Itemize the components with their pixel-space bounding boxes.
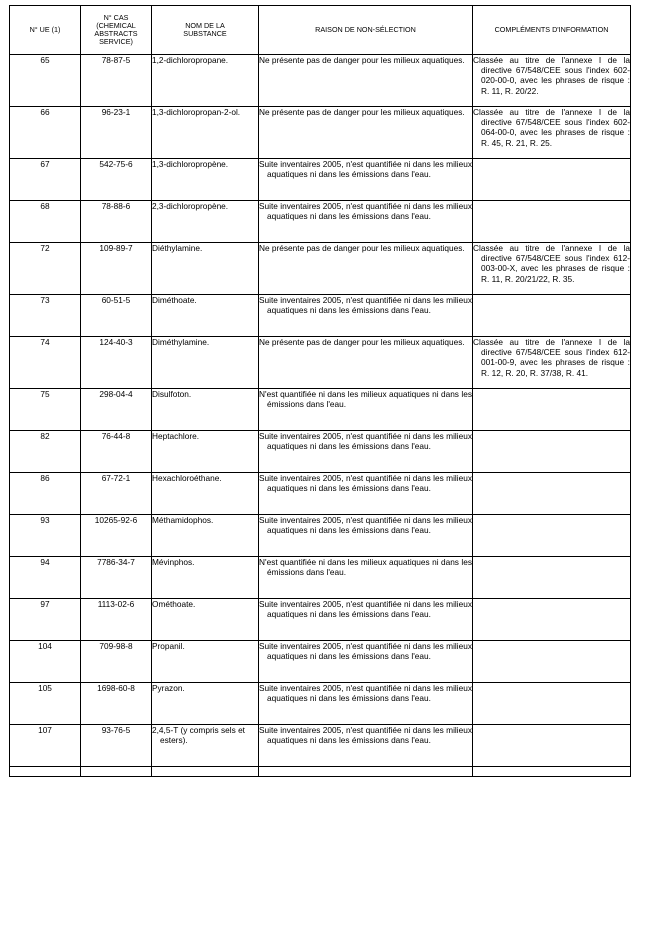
additional-info: [473, 295, 631, 337]
substance-name: [152, 641, 259, 683]
substance-name: [152, 295, 259, 337]
reason-text: Suite inventaires 2005, n'est quantifiée ni dans les milieux aquatiques ni dans les émissions dans l'eau.: [259, 725, 472, 746]
substance-name-text: 1,3-dichloropropan-2-ol.: [152, 107, 241, 117]
substance-name: [152, 515, 259, 557]
non-selection-reason: [259, 725, 473, 767]
cas-number: 7786-34-7: [81, 557, 152, 599]
table-row: [10, 159, 631, 201]
substance-name-text: Méthamidophos.: [152, 515, 214, 525]
empty-cell: [152, 767, 259, 777]
reason-text: Suite inventaires 2005, n'est quantifiée ni dans les milieux aquatiques ni dans les émissions dans l'eau.: [259, 201, 472, 222]
substance-name: [152, 107, 259, 159]
table-row: [10, 389, 631, 431]
ue-number: 74: [10, 337, 81, 389]
additional-info: [473, 107, 631, 159]
header-ue: N° UE (1): [10, 6, 81, 55]
substance-name: [152, 473, 259, 515]
table-row: [10, 201, 631, 243]
non-selection-reason: [259, 389, 473, 431]
empty-cell: [81, 767, 152, 777]
ue-number: 66: [10, 107, 81, 159]
substance-name: [152, 557, 259, 599]
substance-name: [152, 599, 259, 641]
non-selection-reason: [259, 159, 473, 201]
cas-number: 709-98-8: [81, 641, 152, 683]
non-selection-reason: [259, 515, 473, 557]
info-text: Classée au titre de l'annexe I de la directive 67/548/CEE sous l'index 612-003-00-X, avec les phrases de risque : R. 11, R. 20/21/22, R. 35.: [473, 243, 630, 284]
additional-info: [473, 683, 631, 725]
substance-name-text: Pyrazon.: [152, 683, 185, 693]
reason-text: Ne présente pas de danger pour les milieux aquatiques.: [259, 337, 465, 347]
ue-number: 107: [10, 725, 81, 767]
table-row: [10, 683, 631, 725]
table-row: [10, 599, 631, 641]
non-selection-reason: [259, 473, 473, 515]
non-selection-reason: [259, 641, 473, 683]
substance-name-text: 1,2-dichloropropane.: [152, 55, 229, 65]
substance-name-text: Disulfoton.: [152, 389, 192, 399]
additional-info: [473, 599, 631, 641]
ue-number: 75: [10, 389, 81, 431]
table-row: [10, 337, 631, 389]
header-cas: N° CAS (CHEMICAL ABSTRACTS SERVICE): [81, 6, 152, 55]
non-selection-reason: [259, 201, 473, 243]
reason-text: N'est quantifiée ni dans les milieux aquatiques ni dans les émissions dans l'eau.: [259, 557, 472, 578]
substance-name-text: Propanil.: [152, 641, 185, 651]
empty-cell: [10, 767, 81, 777]
non-selection-reason: [259, 243, 473, 295]
header-info: COMPLÉMENTS D'INFORMATION: [473, 6, 631, 55]
additional-info: [473, 641, 631, 683]
substance-name: [152, 431, 259, 473]
additional-info: [473, 243, 631, 295]
reason-text: Suite inventaires 2005, n'est quantifiée ni dans les milieux aquatiques ni dans les émissions dans l'eau.: [259, 473, 472, 494]
substance-name-text: Hexachloroéthane.: [152, 473, 222, 483]
substance-name-text: Diméthylamine.: [152, 337, 210, 347]
substance-name-text: Diméthoate.: [152, 295, 197, 305]
reason-text: Suite inventaires 2005, n'est quantifiée ni dans les milieux aquatiques ni dans les émissions dans l'eau.: [259, 431, 472, 452]
table-row: [10, 107, 631, 159]
table-row: [10, 473, 631, 515]
non-selection-reason: [259, 107, 473, 159]
reason-text: Suite inventaires 2005, n'est quantifiée ni dans les milieux aquatiques ni dans les émissions dans l'eau.: [259, 599, 472, 620]
reason-text: Ne présente pas de danger pour les milieux aquatiques.: [259, 243, 465, 253]
substance-table: [9, 5, 631, 777]
substance-name-text: 2,4,5-T (y compris sels et esters).: [152, 725, 245, 746]
substance-name-text: Diéthylamine.: [152, 243, 203, 253]
additional-info: [473, 159, 631, 201]
substance-name: [152, 683, 259, 725]
ue-number: 65: [10, 55, 81, 107]
reason-text: Ne présente pas de danger pour les milieux aquatiques.: [259, 107, 465, 117]
ue-number: 93: [10, 515, 81, 557]
cas-number: 96-23-1: [81, 107, 152, 159]
ue-number: 68: [10, 201, 81, 243]
table-row: [10, 295, 631, 337]
non-selection-reason: [259, 599, 473, 641]
table-row: [10, 55, 631, 107]
ue-number: 104: [10, 641, 81, 683]
cas-number: 1113-02-6: [81, 599, 152, 641]
header-name: NOM DE LA SUBSTANCE: [152, 6, 259, 55]
cas-number: 78-87-5: [81, 55, 152, 107]
non-selection-reason: [259, 55, 473, 107]
substance-name-text: 2,3-dichloropropène.: [152, 201, 229, 211]
table-row: [10, 243, 631, 295]
ue-number: 73: [10, 295, 81, 337]
cas-number: 78-88-6: [81, 201, 152, 243]
cas-number: 1698-60-8: [81, 683, 152, 725]
substance-name: [152, 243, 259, 295]
substance-name-text: Ométhoate.: [152, 599, 196, 609]
non-selection-reason: [259, 337, 473, 389]
cas-number: 10265-92-6: [81, 515, 152, 557]
ue-number: 67: [10, 159, 81, 201]
table-row: [10, 431, 631, 473]
table-row: [10, 641, 631, 683]
info-text: Classée au titre de l'annexe I de la directive 67/548/CEE sous l'index 602-064-00-0, avec les phrases de risque : R. 45, R. 21, R. 25.: [473, 107, 630, 148]
table-row-continued: [10, 767, 631, 777]
cas-number: 60-51-5: [81, 295, 152, 337]
info-text: Classée au titre de l'annexe I de la directive 67/548/CEE sous l'index 612-001-00-9, avec les phrases de risque : R. 12, R. 20, R. 37/38, R. 41.: [473, 337, 630, 378]
reason-text: Suite inventaires 2005, n'est quantifiée ni dans les milieux aquatiques ni dans les émissions dans l'eau.: [259, 159, 472, 180]
header-row: [10, 6, 631, 55]
empty-cell: [473, 767, 631, 777]
reason-text: N'est quantifiée ni dans les milieux aquatiques ni dans les émissions dans l'eau.: [259, 389, 472, 410]
substance-name: [152, 201, 259, 243]
substance-name-text: Heptachlore.: [152, 431, 200, 441]
ue-number: 86: [10, 473, 81, 515]
cas-number: 67-72-1: [81, 473, 152, 515]
cas-number: 76-44-8: [81, 431, 152, 473]
info-text: Classée au titre de l'annexe I de la directive 67/548/CEE sous l'index 602-020-00-0, avec les phrases de risque : R. 11, R. 20/22.: [473, 55, 630, 96]
substance-name: [152, 389, 259, 431]
cas-number: 124-40-3: [81, 337, 152, 389]
substance-name: [152, 55, 259, 107]
reason-text: Suite inventaires 2005, n'est quantifiée ni dans les milieux aquatiques ni dans les émissions dans l'eau.: [259, 295, 472, 316]
table-row: [10, 515, 631, 557]
additional-info: [473, 557, 631, 599]
non-selection-reason: [259, 557, 473, 599]
additional-info: [473, 201, 631, 243]
non-selection-reason: [259, 431, 473, 473]
cas-number: 298-04-4: [81, 389, 152, 431]
substance-name: [152, 159, 259, 201]
ue-number: 72: [10, 243, 81, 295]
additional-info: [473, 337, 631, 389]
additional-info: [473, 473, 631, 515]
additional-info: [473, 725, 631, 767]
table-row: [10, 557, 631, 599]
substance-name: [152, 725, 259, 767]
substance-name-text: 1,3-dichloropropène.: [152, 159, 229, 169]
additional-info: [473, 515, 631, 557]
ue-number: 97: [10, 599, 81, 641]
table-row: [10, 725, 631, 767]
reason-text: Suite inventaires 2005, n'est quantifiée ni dans les milieux aquatiques ni dans les émissions dans l'eau.: [259, 683, 472, 704]
empty-cell: [259, 767, 473, 777]
non-selection-reason: [259, 295, 473, 337]
cas-number: 109-89-7: [81, 243, 152, 295]
reason-text: Ne présente pas de danger pour les milieux aquatiques.: [259, 55, 465, 65]
ue-number: 105: [10, 683, 81, 725]
reason-text: Suite inventaires 2005, n'est quantifiée ni dans les milieux aquatiques ni dans les émissions dans l'eau.: [259, 641, 472, 662]
non-selection-reason: [259, 683, 473, 725]
cas-number: 542-75-6: [81, 159, 152, 201]
additional-info: [473, 431, 631, 473]
substance-name-text: Mévinphos.: [152, 557, 195, 567]
additional-info: [473, 55, 631, 107]
cas-number: 93-76-5: [81, 725, 152, 767]
additional-info: [473, 389, 631, 431]
ue-number: 82: [10, 431, 81, 473]
substance-name: [152, 337, 259, 389]
reason-text: Suite inventaires 2005, n'est quantifiée ni dans les milieux aquatiques ni dans les émissions dans l'eau.: [259, 515, 472, 536]
header-reason: RAISON DE NON-SÉLECTION: [259, 6, 473, 55]
ue-number: 94: [10, 557, 81, 599]
